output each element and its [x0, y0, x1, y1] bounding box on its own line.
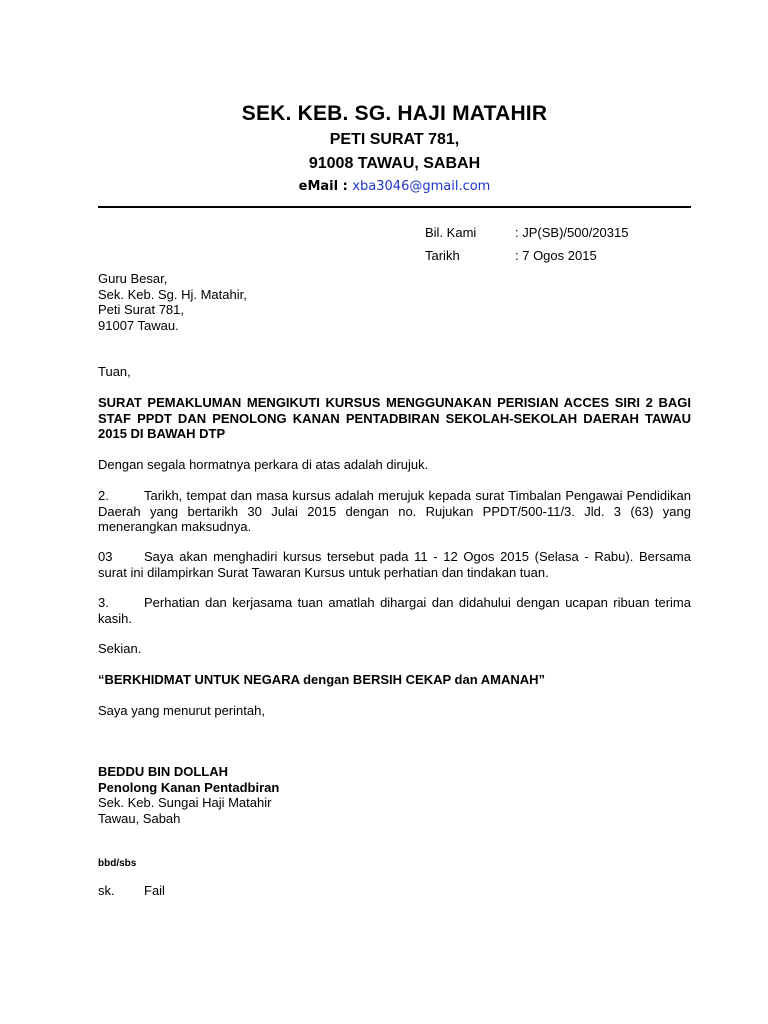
address-line-1: PETI SURAT 781,	[329, 131, 460, 148]
paragraph-4	[98, 595, 691, 626]
signatory-position: Penolong Kanan Pentadbiran	[98, 779, 280, 795]
paragraph-4-number: 3.	[98, 595, 109, 610]
paragraph-2-number: 2.	[98, 488, 109, 503]
recipient-line-4: 91007 Tawau.	[98, 317, 179, 333]
recipient-line-3: Peti Surat 781,	[98, 302, 184, 317]
recipient-line-1: Guru Besar,	[98, 271, 168, 286]
paragraph-3	[98, 549, 691, 580]
letter-subject: SURAT PEMAKLUMAN MENGIKUTI KURSUS MENGGUNAKAN PERISIAN ACCES SIRI 2 BAGI STAF PPDT DAN PENOLONG KANAN PENTADBIRAN SEKOLAH-SEKOLAH DAERAH TAWAU 2015 DI BAWAH DTP	[98, 395, 691, 441]
carbon-copy-value: Fail	[144, 883, 165, 898]
header-divider	[98, 206, 691, 208]
paragraph-3-number: 03	[98, 549, 113, 564]
signatory-location: Tawau, Sabah	[98, 810, 181, 826]
carbon-copy-label: sk.	[98, 883, 115, 898]
closing-sekian: Sekian.	[98, 641, 142, 656]
reference-number-value: : JP(SB)/500/20315	[515, 225, 629, 240]
date-label: Tarikh	[425, 248, 460, 263]
recipient-address	[98, 271, 691, 333]
email-link[interactable]: xba3046@gmail.com	[352, 179, 491, 194]
salutation: Tuan,	[98, 364, 131, 379]
email-line	[98, 179, 691, 194]
paragraph-2	[98, 488, 691, 535]
motto: “BERKHIDMAT UNTUK NEGARA dengan BERSIH CEKAP dan AMANAH”	[98, 672, 546, 687]
paragraph-3-text: Saya akan menghadiri kursus tersebut pada 11 - 12 Ogos 2015 (Selasa - Rabu). Bersama surat ini dilampirkan Surat Tawaran Kursus untuk perhatian dan tindakan tuan.	[98, 549, 691, 580]
signature-block	[98, 764, 691, 826]
date-value: : 7 Ogos 2015	[515, 248, 597, 263]
address-line-2: 91008 TAWAU, SABAH	[308, 155, 481, 172]
reference-initials: bbd/sbs	[98, 858, 137, 869]
school-name: SEK. KEB. SG. HAJI MATAHIR	[241, 102, 548, 125]
email-label: eMail :	[298, 179, 353, 194]
signatory-school: Sek. Keb. Sungai Haji Matahir	[98, 795, 272, 810]
reference-number-label: Bil. Kami	[425, 225, 477, 240]
paragraph-2-text: Tarikh, tempat dan masa kursus adalah merujuk kepada surat Timbalan Pengawai Pendidikan Daerah yang bertarikh 30 Julai 2015 dengan no. Rujukan PPDT/500-11/3. Jld. 3 (63) yang menerangkan maksudnya.	[98, 488, 691, 534]
paragraph-4-text: Perhatian dan kerjasama tuan amatlah dihargai dan didahului dengan ucapan ribuan terima kasih.	[98, 595, 691, 626]
carbon-copy-row	[98, 883, 691, 899]
intro-paragraph: Dengan segala hormatnya perkara di atas adalah dirujuk.	[98, 457, 429, 472]
closing-phrase: Saya yang menurut perintah,	[98, 703, 265, 718]
signatory-name: BEDDU BIN DOLLAH	[98, 764, 228, 779]
recipient-line-2: Sek. Keb. Sg. Hj. Matahir,	[98, 286, 247, 302]
